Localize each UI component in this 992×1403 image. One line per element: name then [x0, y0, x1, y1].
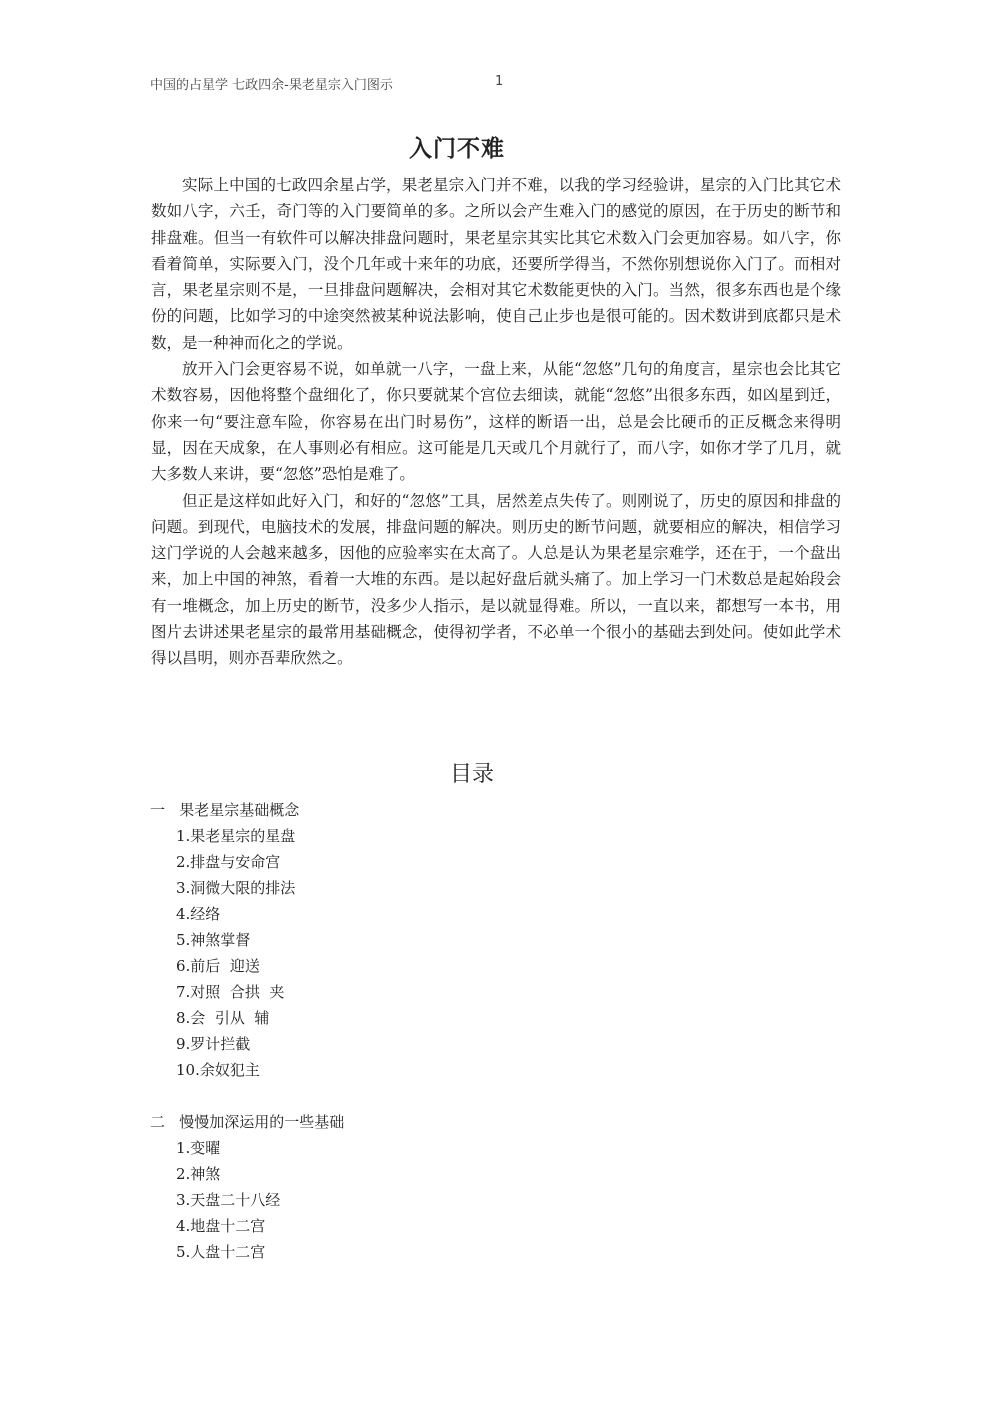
toc-section-heading: 二 慢慢加深运用的一些基础	[150, 1113, 345, 1131]
toc-item: 6.前后 迎送	[176, 957, 260, 975]
toc-item: 8.会 引从 辅	[176, 1009, 270, 1027]
running-title: 中国的占星学 七政四余-果老星宗入门图示	[150, 78, 393, 93]
toc-item: 7.对照 合拱 夹	[176, 983, 285, 1001]
toc-item: 10.余奴犯主	[176, 1061, 260, 1079]
toc-item: 2.神煞	[176, 1165, 221, 1183]
running-header	[150, 74, 504, 93]
toc-section	[150, 1109, 344, 1265]
toc-section	[150, 797, 344, 1083]
toc-item: 5.神煞掌督	[176, 931, 251, 949]
paragraph: 放开入门会更容易不说，如单就一八字，一盘上来，从能“忽悠”几句的角度言，星宗也会比其它术数容易，因他将整个盘细化了，你只要就某个宫位去细读，就能“忽悠”出很多东西，如凶星到迁，你来一句“要注意车险，你容易在出门时易伤”，这样的断语一出，总是会比硬币的正反概念来得明显，因在天成象，在人事则必有相应。这可能是几天或几个月就行了，而八字，如你才学了几月，就大多数人来讲，要“忽悠”恐怕是难了。	[151, 360, 841, 484]
paragraph: 但正是这样如此好入门，和好的“忽悠”工具，居然差点失传了。则刚说了，历史的原因和排盘的问题。到现代，电脑技术的发展，排盘问题的解决。则历史的断节问题，就要相应的解决，相信学习这门学说的人会越来越多，因他的应验率实在太高了。人总是认为果老星宗难学，还在于，一个盘出来，加上中国的神煞，看着一大堆的东西。是以起好盘后就头痛了。加上学习一门术数总是起始段会有一堆概念，加上历史的断节，没多少人指示，是以就显得难。所以，一直以来，都想写一本书，用图片去讲述果老星宗的最常用基础概念，使得初学者，不必单一个很小的基础去到处问。使如此学术得以昌明，则亦吾辈欣然之。	[151, 491, 841, 668]
toc-item: 9.罗计拦截	[176, 1035, 251, 1053]
toc-item: 4.经络	[176, 905, 221, 923]
toc-item: 5.人盘十二宫	[176, 1243, 266, 1261]
toc-item: 1.变曜	[176, 1139, 221, 1157]
toc-item: 4.地盘十二宫	[176, 1217, 266, 1235]
toc-title: 目录	[449, 762, 494, 787]
table-of-contents	[150, 797, 344, 1265]
toc-section-heading: 一 果老星宗基础概念	[150, 801, 300, 819]
toc-item: 1.果老星宗的星盘	[176, 827, 296, 845]
paragraph: 实际上中国的七政四余星占学，果老星宗入门并不难，以我的学习经验讲，星宗的入门比其它术数如八字，六壬，奇门等的入门要简单的多。之所以会产生难入门的感觉的原因，在于历史的断节和排盘难。但当一有软件可以解决排盘问题时，果老星宗其实比其它术数入门会更加容易。如八字，你看着简单，实际要入门，没个几年或十来年的功底，还要所学得当，不然你别想说你入门了。而相对言，果老星宗则不是，一旦排盘问题解决，会相对其它术数能更快的入门。当然，很多东西也是个缘份的问题，比如学习的中途突然被某种说法影响，使自己止步也是很可能的。因术数讲到底都只是术数，是一种神而化之的学说。	[151, 176, 841, 352]
page-number: 1	[495, 74, 504, 89]
toc-item: 2.排盘与安命宫	[176, 853, 281, 871]
body-text	[151, 172, 841, 672]
toc-item: 3.洞微大限的排法	[176, 879, 296, 897]
toc-list	[150, 1135, 344, 1265]
toc-list	[150, 823, 344, 1083]
toc-item: 3.天盘二十八经	[176, 1191, 281, 1209]
page-title: 入门不难	[409, 135, 505, 162]
